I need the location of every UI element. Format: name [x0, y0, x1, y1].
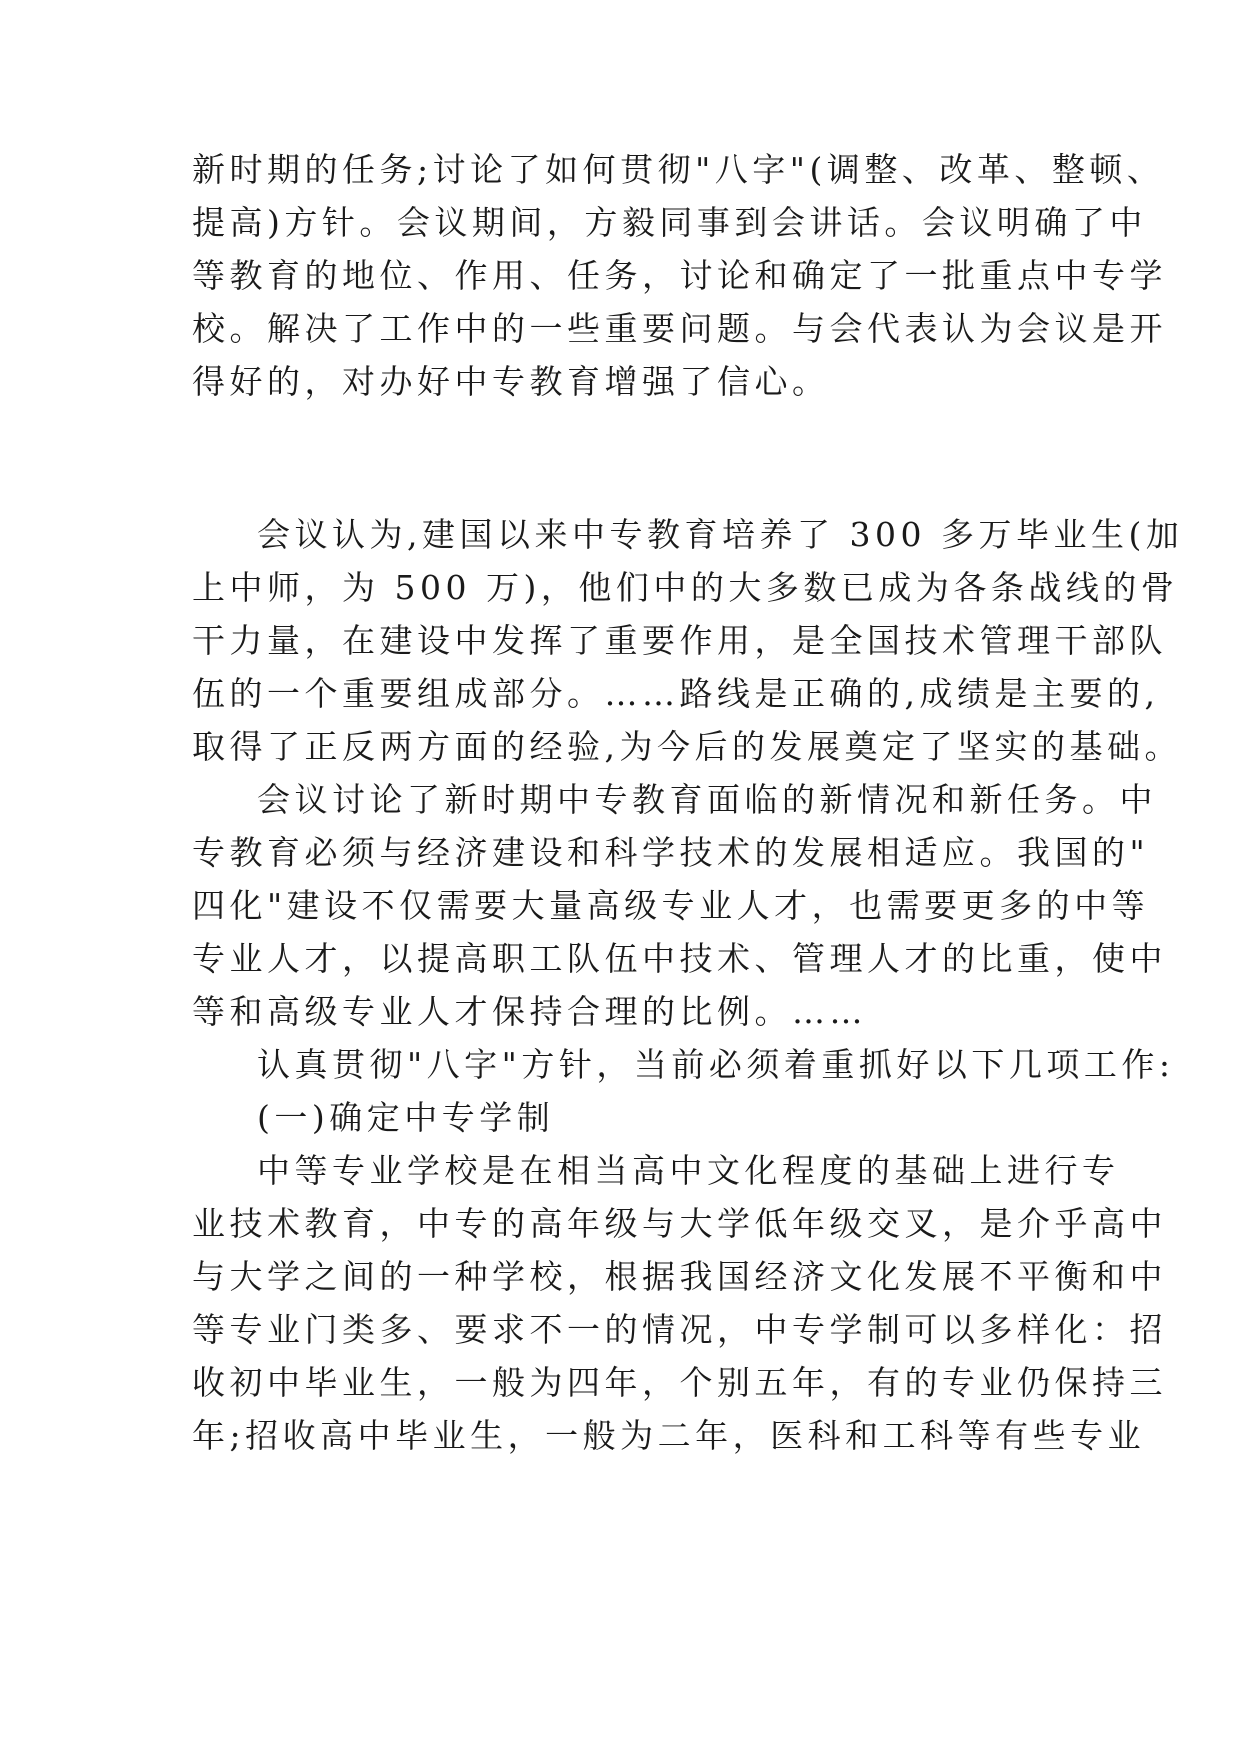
paragraph-3-line-5: 等和高级专业人才保持合理的比例。……: [192, 992, 867, 1031]
paragraph-5-line-1: 中等专业学校是在相当高中文化程度的基础上进行专: [257, 1151, 1120, 1190]
paragraph-1-line-5: 得好的，对办好中专教育增强了信心。: [192, 362, 830, 401]
paragraph-1-line-4: 校。解决了工作中的一些重要问题。与会代表认为会议是开: [192, 309, 1167, 348]
paragraph-4: 认真贯彻"八字"方针，当前必须着重抓好以下几项工作:: [257, 1045, 1175, 1084]
paragraph-2-line-3: 干力量，在建设中发挥了重要作用，是全国技术管理干部队: [192, 621, 1167, 660]
paragraph-5-line-4: 等专业门类多、要求不一的情况，中专学制可以多样化：招: [192, 1310, 1167, 1349]
paragraph-5-line-5: 收初中毕业生，一般为四年，个别五年，有的专业仍保持三: [192, 1363, 1167, 1402]
paragraph-2-line-1: 会议认为,建国以来中专教育培养了 300 多万毕业生(加: [257, 515, 1184, 554]
paragraph-3-line-2: 专教育必须与经济建设和科学技术的发展相适应。我国的": [192, 833, 1150, 872]
paragraph-5-line-3: 与大学之间的一种学校，根据我国经济文化发展不平衡和中: [192, 1257, 1167, 1296]
paragraph-1-line-3: 等教育的地位、作用、任务，讨论和确定了一批重点中专学: [192, 256, 1167, 295]
paragraph-3-line-4: 专业人才，以提高职工队伍中技术、管理人才的比重，使中: [192, 939, 1167, 978]
paragraph-2-line-5: 取得了正反两方面的经验,为今后的发展奠定了坚实的基础。: [192, 727, 1182, 766]
paragraph-2-line-4: 伍的一个重要组成部分。……路线是正确的,成绩是主要的,: [192, 674, 1160, 713]
paragraph-1-line-1: 新时期的任务;讨论了如何贯彻"八字"(调整、改革、整顿、: [192, 150, 1165, 189]
section-heading: (一)确定中专学制: [257, 1098, 555, 1137]
paragraph-5-line-6: 年;招收高中毕业生，一般为二年，医科和工科等有些专业: [192, 1416, 1146, 1455]
paragraph-3-line-3: 四化"建设不仅需要大量高级专业人才，也需要更多的中等: [192, 886, 1150, 925]
paragraph-1-line-2: 提高)方针。会议期间，方毅同事到会讲话。会议明确了中: [192, 203, 1147, 242]
paragraph-3-line-1: 会议讨论了新时期中专教育面临的新情况和新任务。中: [257, 780, 1157, 819]
paragraph-2-line-2: 上中师，为 500 万)，他们中的大多数已成为各条战线的骨: [192, 568, 1179, 607]
paragraph-5-line-2: 业技术教育，中专的高年级与大学低年级交叉，是介乎高中: [192, 1204, 1167, 1243]
